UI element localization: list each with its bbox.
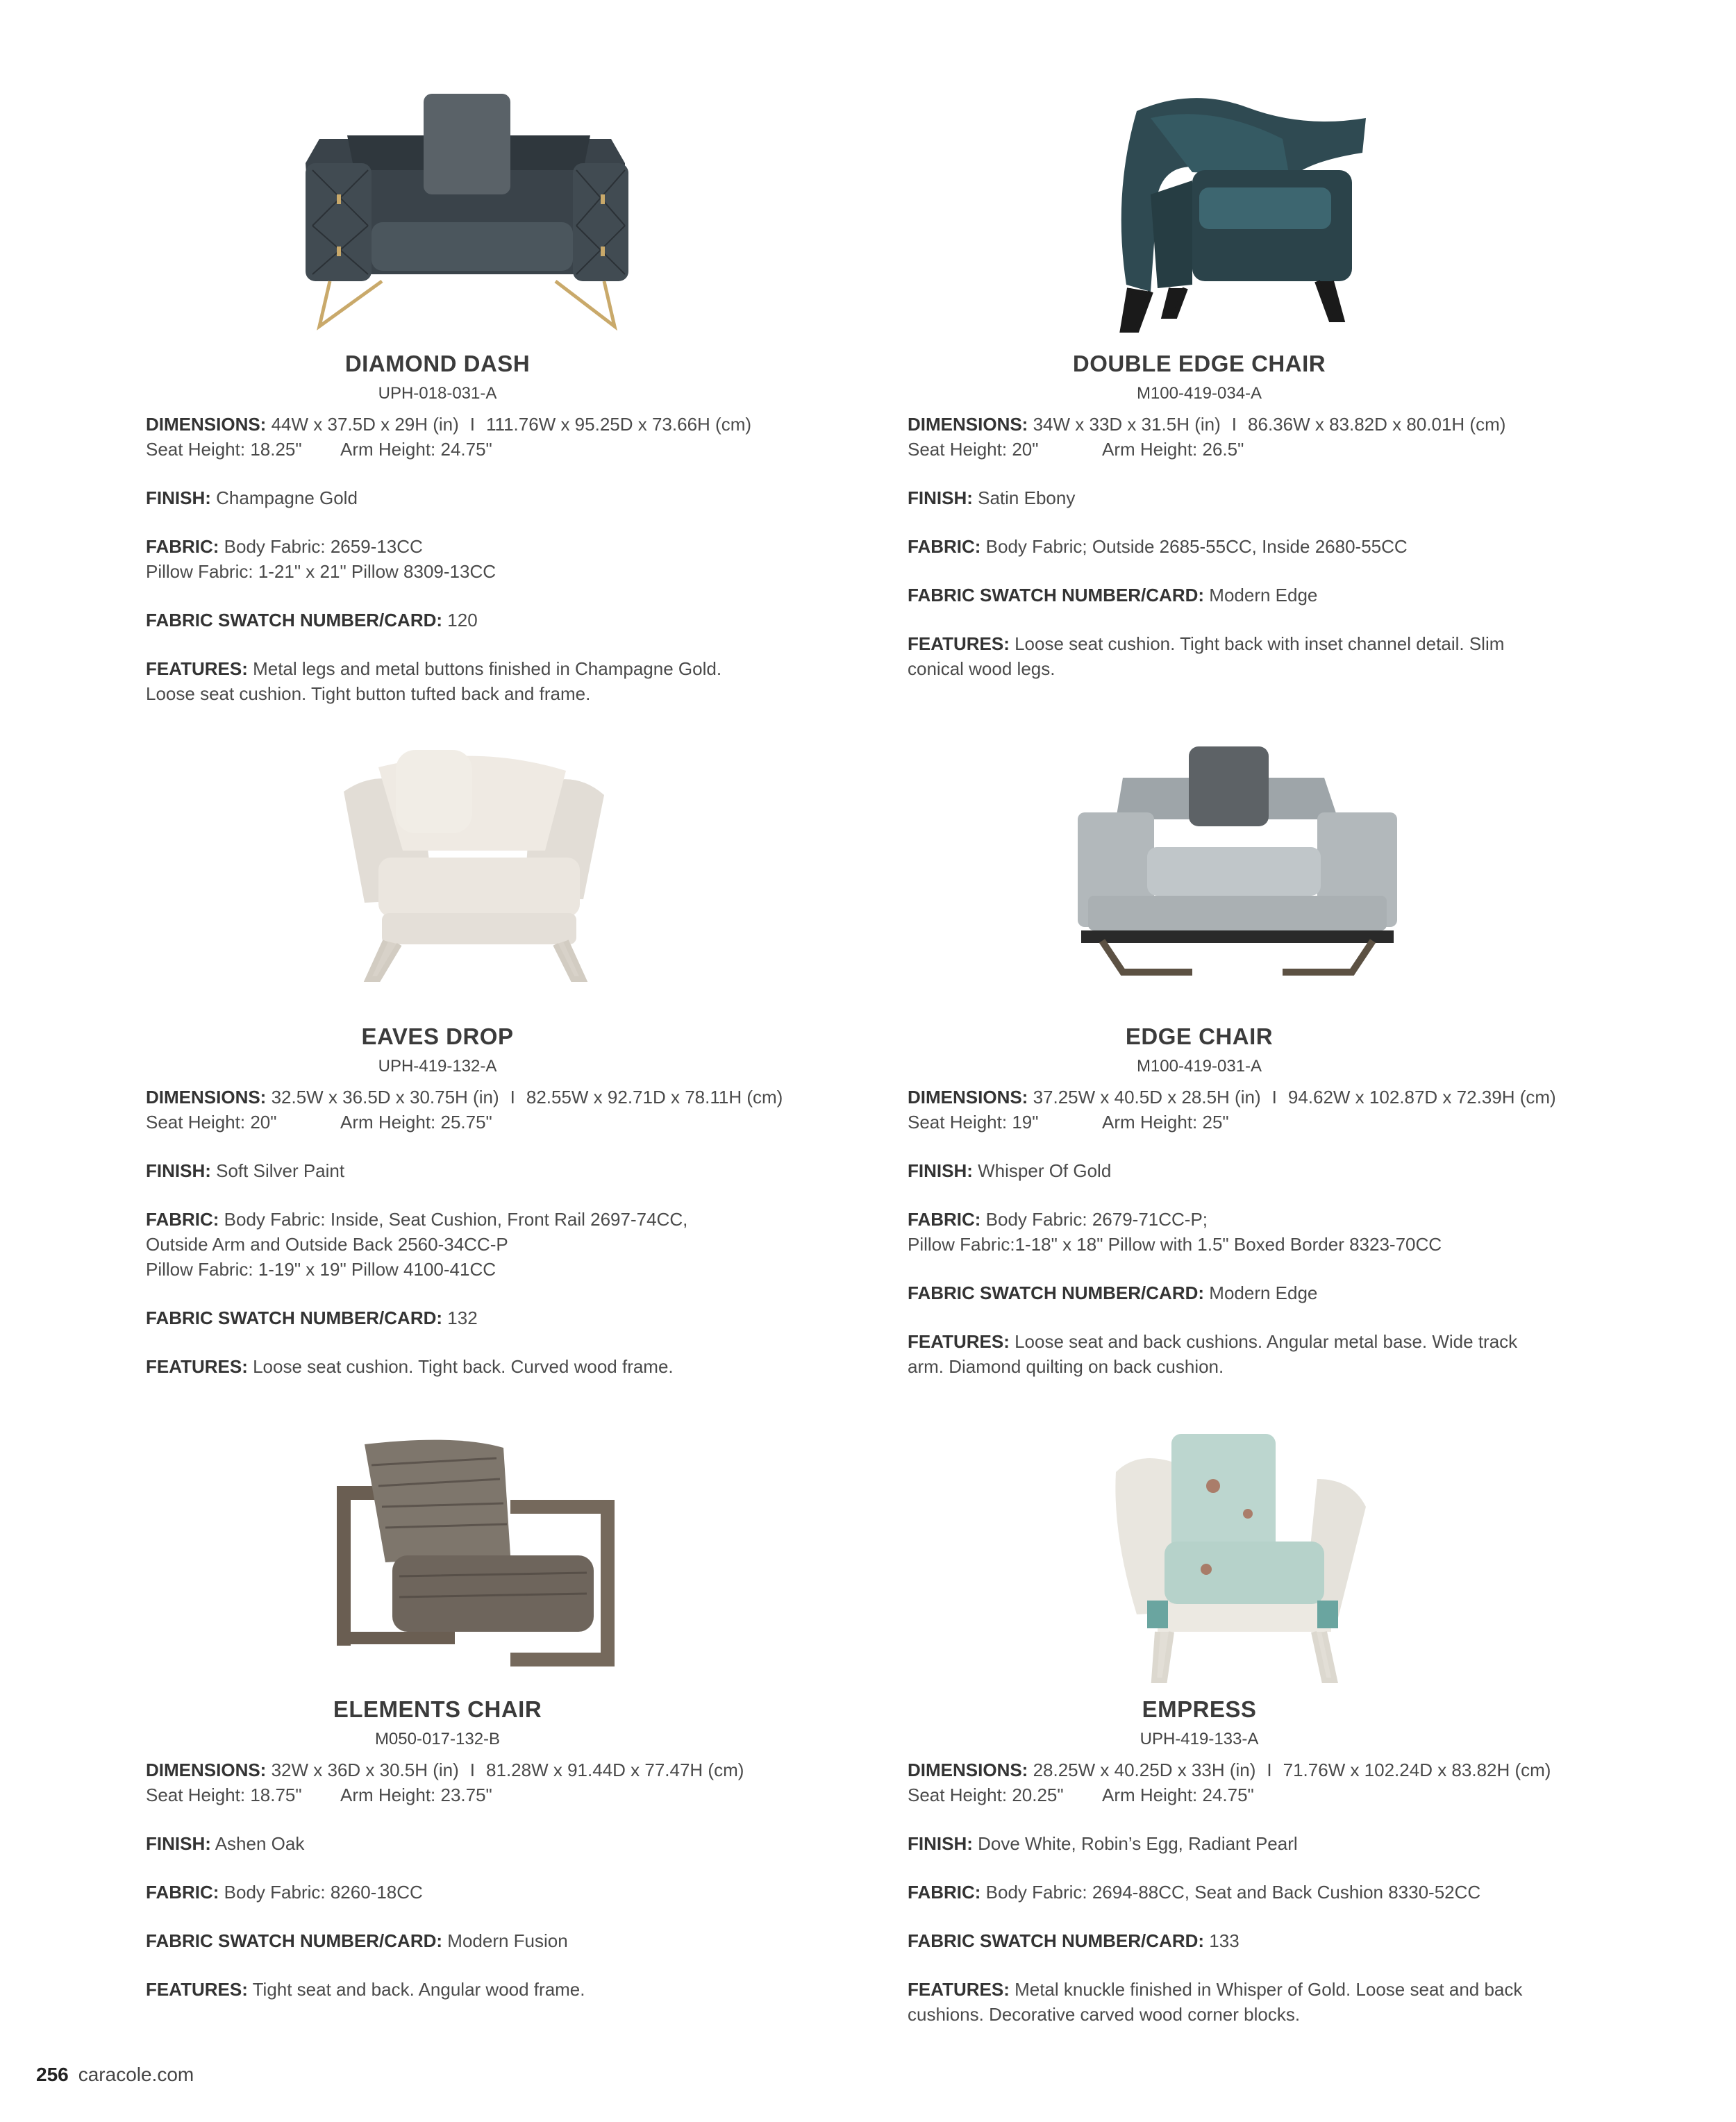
page-number: 256: [36, 2064, 69, 2085]
fabric-line: Body Fabric: Inside, Seat Cushion, Front Rail 2697-74CC,: [224, 1209, 688, 1230]
product-title: DIAMOND DASH: [344, 351, 531, 376]
diamond-dash-chair-image: [299, 87, 646, 337]
product-title: EMPRESS: [1142, 1696, 1257, 1722]
site-link[interactable]: caracole.com: [78, 2064, 194, 2085]
dimensions-label: DIMENSIONS:: [908, 1087, 1028, 1108]
dimensions-cm: 86.36W x 83.82D x 80.01H (cm): [1248, 414, 1506, 435]
seat-height: Seat Height: 20": [146, 1112, 277, 1133]
features-line: Loose seat cushion. Tight back. Curved wood frame.: [253, 1356, 674, 1377]
finish-label: FINISH:: [146, 487, 211, 508]
product-title: EAVES DROP: [361, 1024, 514, 1049]
finish-label: FINISH:: [146, 1833, 211, 1854]
features-label: FEATURES:: [146, 658, 248, 679]
finish-value: Satin Ebony: [978, 487, 1076, 508]
features-line: conical wood legs.: [908, 658, 1055, 679]
dimensions-in: 37.25W x 40.5D x 28.5H (in): [1033, 1087, 1261, 1108]
seat-height: Seat Height: 19": [908, 1112, 1039, 1133]
fabric-line: Body Fabric; Outside 2685-55CC, Inside 2680-55CC: [985, 536, 1408, 557]
dimensions-in: 44W x 37.5D x 29H (in): [271, 414, 459, 435]
dimensions-label: DIMENSIONS:: [908, 414, 1028, 435]
finish-label: FINISH:: [908, 1160, 973, 1181]
dimensions-label: DIMENSIONS:: [146, 414, 267, 435]
features-line: Metal legs and metal buttons finished in Champagne Gold.: [253, 658, 722, 679]
edge-chair-image: [1074, 743, 1401, 979]
arm-height: Arm Height: 23.75": [340, 1785, 492, 1805]
dimensions-cm: 111.76W x 95.25D x 73.66H (cm): [486, 414, 752, 435]
swatch-value: Modern Fusion: [447, 1930, 568, 1951]
finish-label: FINISH:: [908, 487, 973, 508]
fabric-line: Body Fabric: 2659-13CC: [224, 536, 423, 557]
features-label: FEATURES:: [146, 1356, 248, 1377]
arm-height: Arm Height: 25.75": [340, 1112, 492, 1133]
fabric-label: FABRIC:: [146, 1209, 219, 1230]
elements-chair-image: [330, 1437, 621, 1673]
product-sku: M100-419-034-A: [1136, 384, 1262, 403]
seat-height: Seat Height: 20": [908, 439, 1039, 460]
swatch-value: Modern Edge: [1209, 1283, 1318, 1303]
fabric-label: FABRIC:: [146, 1882, 219, 1903]
dimensions-label: DIMENSIONS:: [908, 1760, 1028, 1780]
arm-height: Arm Height: 24.75": [1102, 1785, 1254, 1805]
finish-value: Soft Silver Paint: [216, 1160, 345, 1181]
seat-height: Seat Height: 18.25": [146, 439, 302, 460]
features-line: Metal knuckle finished in Whisper of Gold. Loose seat and back: [1015, 1979, 1523, 2000]
product-specs: DIMENSIONS: 37.25W x 40.5D x 28.5H (in) I 94.62W x 102.87D x 72.39H (cm) Seat Height: 19" Arm Height: 25" FINISH: Whisper Of Gold FABRIC: Body Fabric: 2679-71CC-P; Pillow Fabric:1-18" x 18" Pillow with 1.5" Boxed Border 8323-70CC FABRIC SWATCH NUMBER/CARD: Modern Edge FEATURES: Loose seat and back cushions. Angular metal base. Wide track arm. Diamond quilting on back cushion.: [908, 1085, 1630, 1403]
seat-height: Seat Height: 18.75": [146, 1785, 302, 1805]
dimensions-cm: 71.76W x 102.24D x 83.82H (cm): [1283, 1760, 1551, 1780]
swatch-label: FABRIC SWATCH NUMBER/CARD:: [146, 610, 443, 630]
fabric-line: Pillow Fabric: 1-19" x 19" Pillow 4100-41CC: [146, 1259, 496, 1280]
dimensions-in: 32.5W x 36.5D x 30.75H (in): [271, 1087, 499, 1108]
product-specs: DIMENSIONS: 28.25W x 40.25D x 33H (in) I 71.76W x 102.24D x 83.82H (cm) Seat Height: 20.25" Arm Height: 24.75" FINISH: Dove White, Robin’s Egg, Radiant Pearl FABRIC: Body Fabric: 2694-88CC, Seat and Back Cushion 8330-52CC FABRIC SWATCH NUMBER/CARD: 133 FEATURES: Metal knuckle finished in Whisper of Gold. Loose seat and back cushions. Decorative carved wood corner blocks.: [908, 1757, 1630, 2050]
swatch-label: FABRIC SWATCH NUMBER/CARD:: [908, 585, 1205, 605]
swatch-label: FABRIC SWATCH NUMBER/CARD:: [908, 1283, 1205, 1303]
features-line: arm. Diamond quilting on back cushion.: [908, 1356, 1224, 1377]
dimensions-in: 28.25W x 40.25D x 33H (in): [1033, 1760, 1256, 1780]
features-label: FEATURES:: [908, 1979, 1010, 2000]
product-title: EDGE CHAIR: [1125, 1024, 1274, 1049]
finish-value: Champagne Gold: [216, 487, 358, 508]
fabric-label: FABRIC:: [908, 1882, 981, 1903]
finish-label: FINISH:: [908, 1833, 973, 1854]
dimensions-cm: 82.55W x 92.71D x 78.11H (cm): [526, 1087, 783, 1108]
empress-chair-image: [1109, 1430, 1373, 1687]
double-edge-chair-image: [1109, 90, 1373, 333]
features-line: cushions. Decorative carved wood corner blocks.: [908, 2004, 1301, 2025]
product-specs: DIMENSIONS: 44W x 37.5D x 29H (in) I 111.76W x 95.25D x 73.66H (cm) Seat Height: 18.25" Arm Height: 24.75" FINISH: Champagne Gold FABRIC: Body Fabric: 2659-13CC Pillow Fabric: 1-21" x 21" Pillow 8309-13CC FABRIC SWATCH NUMBER/CARD: 120 FEATURES: Metal legs and metal buttons finished in Champagne Gold. Loose seat cushion. Tight button tufted back and frame.: [146, 412, 868, 730]
product-specs: DIMENSIONS: 32.5W x 36.5D x 30.75H (in) I 82.55W x 92.71D x 78.11H (cm) Seat Height: 20" Arm Height: 25.75" FINISH: Soft Silver Paint FABRIC: Body Fabric: Inside, Seat Cushion, Front Rail 2697-74CC, Outside Arm and Outside Back 2560-34CC-P Pillow Fabric: 1-19" x 19" Pillow 4100-41CC FABRIC SWATCH NUMBER/CARD: 132 FEATURES: Loose seat cushion. Tight back. Curved wood frame.: [146, 1085, 868, 1403]
dimensions-in: 34W x 33D x 31.5H (in): [1033, 414, 1221, 435]
finish-value: Ashen Oak: [215, 1833, 305, 1854]
fabric-label: FABRIC:: [908, 536, 981, 557]
page-footer: [36, 2064, 194, 2086]
dimensions-cm: 94.62W x 102.87D x 72.39H (cm): [1287, 1087, 1556, 1108]
fabric-line: Pillow Fabric: 1-21" x 21" Pillow 8309-13CC: [146, 561, 496, 582]
fabric-line: Body Fabric: 2679-71CC-P;: [985, 1209, 1208, 1230]
fabric-line: Body Fabric: 2694-88CC, Seat and Back Cushion 8330-52CC: [985, 1882, 1481, 1903]
product-sku: UPH-419-133-A: [1140, 1730, 1259, 1748]
fabric-label: FABRIC:: [908, 1209, 981, 1230]
product-title: DOUBLE EDGE CHAIR: [1072, 351, 1326, 376]
swatch-label: FABRIC SWATCH NUMBER/CARD:: [146, 1930, 443, 1951]
finish-label: FINISH:: [146, 1160, 211, 1181]
features-label: FEATURES:: [908, 633, 1010, 654]
fabric-line: Pillow Fabric:1-18" x 18" Pillow with 1.5" Boxed Border 8323-70CC: [908, 1234, 1442, 1255]
arm-height: Arm Height: 26.5": [1102, 439, 1244, 460]
arm-height: Arm Height: 25": [1102, 1112, 1229, 1133]
fabric-line: Outside Arm and Outside Back 2560-34CC-P: [146, 1234, 508, 1255]
swatch-value: 132: [447, 1308, 478, 1328]
features-label: FEATURES:: [908, 1331, 1010, 1352]
dimensions-in: 32W x 36D x 30.5H (in): [271, 1760, 459, 1780]
dimensions-label: DIMENSIONS:: [146, 1760, 267, 1780]
product-title: ELEMENTS CHAIR: [333, 1696, 542, 1722]
swatch-value: 120: [447, 610, 478, 630]
features-line: Loose seat cushion. Tight button tufted back and frame.: [146, 683, 591, 704]
swatch-label: FABRIC SWATCH NUMBER/CARD:: [146, 1308, 443, 1328]
product-specs: DIMENSIONS: 32W x 36D x 30.5H (in) I 81.28W x 91.44D x 77.47H (cm) Seat Height: 18.75" Arm Height: 23.75" FINISH: Ashen Oak FABRIC: Body Fabric: 8260-18CC FABRIC SWATCH NUMBER/CARD: Modern Fusion FEATURES: Tight seat and back. Angular wood frame.: [146, 1760, 744, 2000]
eaves-drop-chair-image: [337, 740, 615, 983]
fabric-line: Body Fabric: 8260-18CC: [224, 1882, 423, 1903]
arm-height: Arm Height: 24.75": [340, 439, 492, 460]
swatch-value: Modern Edge: [1209, 585, 1318, 605]
fabric-label: FABRIC:: [146, 536, 219, 557]
features-line: Loose seat cushion. Tight back with inset channel detail. Slim: [1015, 633, 1505, 654]
features-line: Tight seat and back. Angular wood frame.: [252, 1979, 585, 2000]
product-specs: DIMENSIONS: 34W x 33D x 31.5H (in) I 86.36W x 83.82D x 80.01H (cm) Seat Height: 20" Arm Height: 26.5" FINISH: Satin Ebony FABRIC: Body Fabric; Outside 2685-55CC, Inside 2680-55CC FABRIC SWATCH NUMBER/CARD: Modern Edge FEATURES: Loose seat cushion. Tight back with inset channel detail. Slim conical wood legs.: [908, 412, 1630, 705]
product-sku: M050-017-132-B: [374, 1730, 501, 1748]
finish-value: Whisper Of Gold: [978, 1160, 1112, 1181]
product-sku: UPH-018-031-A: [378, 384, 497, 403]
product-sku: M100-419-031-A: [1136, 1057, 1262, 1076]
dimensions-label: DIMENSIONS:: [146, 1087, 267, 1108]
product-sku: UPH-419-132-A: [378, 1057, 497, 1076]
seat-height: Seat Height: 20.25": [908, 1785, 1064, 1805]
swatch-value: 133: [1209, 1930, 1240, 1951]
dimensions-cm: 81.28W x 91.44D x 77.47H (cm): [486, 1760, 744, 1780]
features-label: FEATURES:: [146, 1979, 248, 2000]
finish-value: Dove White, Robin’s Egg, Radiant Pearl: [978, 1833, 1298, 1854]
features-line: Loose seat and back cushions. Angular metal base. Wide track: [1015, 1331, 1518, 1352]
swatch-label: FABRIC SWATCH NUMBER/CARD:: [908, 1930, 1205, 1951]
